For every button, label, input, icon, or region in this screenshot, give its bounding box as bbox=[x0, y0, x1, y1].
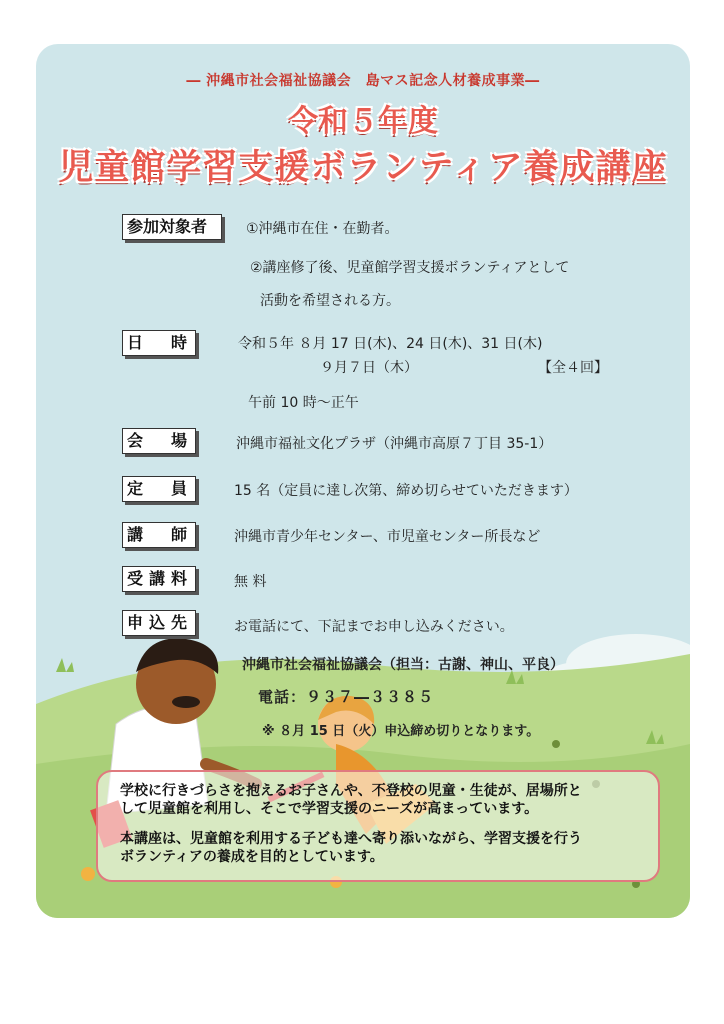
target-line-3: 活動を希望される方。 bbox=[260, 293, 400, 309]
apply-contact: 沖縄市社会福祉協議会（担当：古謝、神山、平良） bbox=[242, 657, 564, 673]
fee-label: 受講料 bbox=[122, 566, 196, 592]
lecturer-text: 沖縄市青少年センター、市児童センター所長など bbox=[234, 529, 541, 545]
intro-para-1-line-2: して児童館を利用し、そこで学習支援のニーズが高まっています。 bbox=[120, 801, 539, 817]
organizer-line: ― 沖縄市社会福祉協議会 島マス記念人材養成事業― bbox=[186, 73, 540, 89]
datetime-line-2: ９月７日（木） bbox=[320, 360, 418, 376]
intro-para-2-line-2: ボランティアの養成を目的としています。 bbox=[120, 849, 384, 865]
flower-dot bbox=[81, 867, 95, 881]
intro-para-2-line-1: 本講座は、児童館を利用する子ども達へ寄り添いながら、学習支援を行う bbox=[120, 831, 582, 847]
poster bbox=[36, 44, 690, 918]
apply-label: 申込先 bbox=[122, 610, 196, 636]
page-title: 児童館学習支援ボランティア養成講座 bbox=[58, 148, 668, 188]
grass-tuft bbox=[56, 658, 74, 672]
target-label: 参加対象者 bbox=[122, 214, 222, 240]
target-line-1: ①沖縄市在住・在勤者。 bbox=[246, 221, 399, 237]
venue-text: 沖縄市福祉文化プラザ（沖縄市高原７丁目 35-1） bbox=[236, 436, 553, 452]
venue-label: 会 場 bbox=[122, 428, 196, 454]
target-line-2: ②講座修了後、児童館学習支援ボランティアとして bbox=[250, 260, 570, 276]
datetime-label: 日 時 bbox=[122, 330, 196, 356]
fee-text: 無 料 bbox=[234, 574, 267, 590]
capacity-text: 15 名（定員に達し次第、締め切らせていただきます） bbox=[234, 483, 578, 499]
session-time: 午前 10 時～正午 bbox=[248, 395, 359, 411]
session-count: 【全４回】 bbox=[538, 360, 608, 376]
intro-box bbox=[96, 770, 660, 882]
datetime-line-1: 令和５年 ８月 17 日(木)、24 日(木)、31 日(木) bbox=[238, 336, 543, 352]
lecturer-label: 講 師 bbox=[122, 522, 196, 548]
apply-phone: 電話：９３７―３３８５ bbox=[258, 688, 435, 706]
capacity-label: 定 員 bbox=[122, 476, 196, 502]
leaf-dot bbox=[552, 740, 560, 748]
year-heading: 令和５年度 bbox=[288, 104, 438, 139]
apply-deadline: ※ ８月 15 日（火）申込締め切りとなります。 bbox=[262, 724, 540, 739]
intro-para-1-line-1: 学校に行きづらさを抱えるお子さんや、不登校の児童・生徒が、居場所と bbox=[120, 783, 582, 799]
apply-line-1: お電話にて、下記までお申し込みください。 bbox=[234, 619, 514, 635]
